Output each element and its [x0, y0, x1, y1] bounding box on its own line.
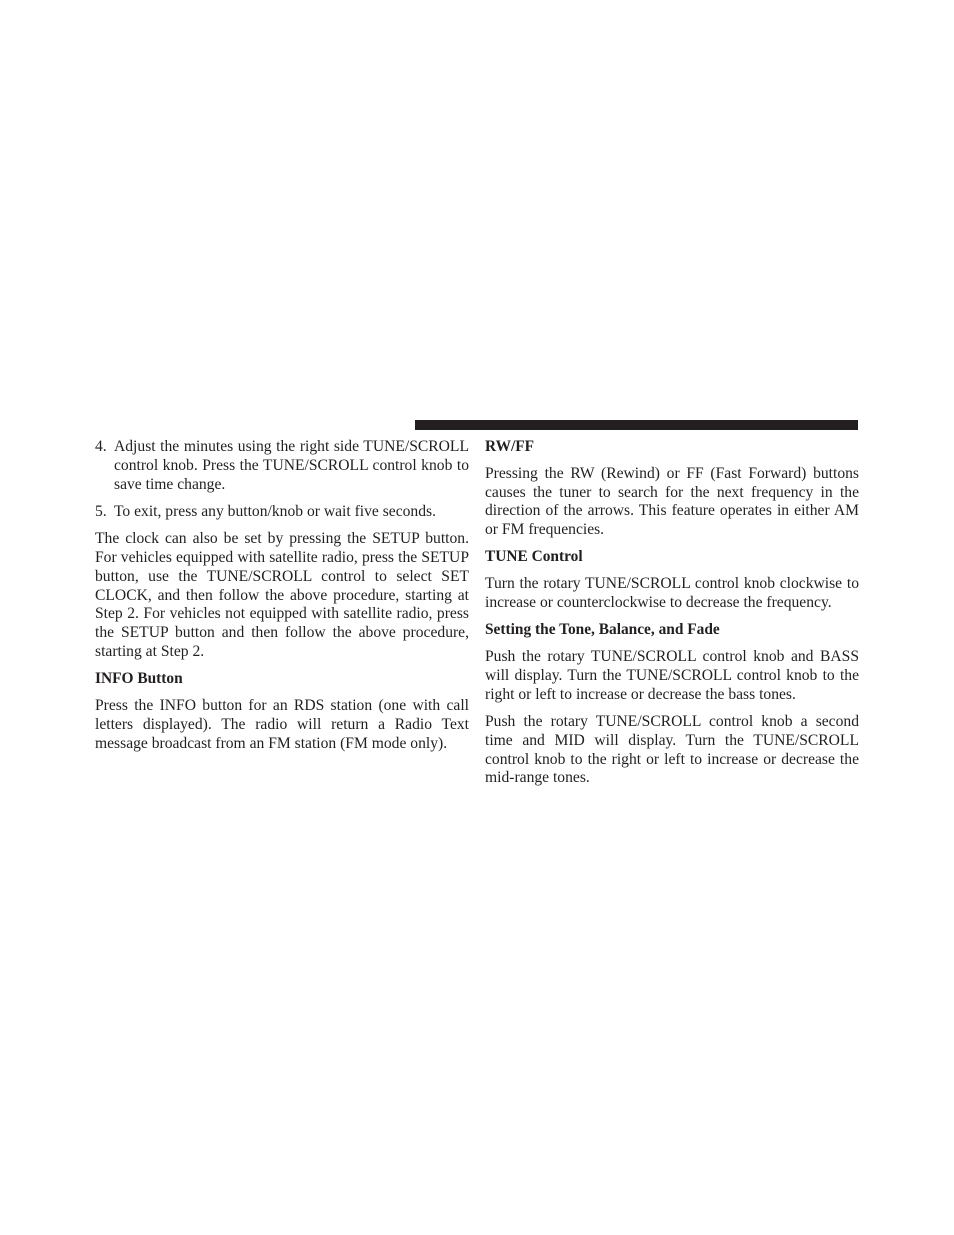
left-column [95, 438, 469, 762]
tone-bass-paragraph: Push the rotary TUNE/SCROLL control knob and BASS will display. Turn the TUNE/SCROLL control knob to the right or left to increase or decrease the bass tones. [485, 648, 859, 703]
tune-control-paragraph: Turn the rotary TUNE/SCROLL control knob clockwise to increase or counterclockwise to decrease the frequency. [485, 575, 859, 612]
clock-setup-paragraph: The clock can also be set by pressing the SETUP button. For vehicles equipped with satellite radio, press the SETUP button, use the TUNE/SCROLL control to select SET CLOCK, and then follow the above procedure, starting at Step 2. For vehicles not equipped with satellite radio, press the SETUP button and then follow the above procedure, starting at Step 2. [95, 530, 469, 660]
tune-control-heading: TUNE Control [485, 548, 583, 566]
info-button-paragraph: Press the INFO button for an RDS station (one with call letters displayed). The radio will return a Radio Text message broadcast from an FM station (FM mode only). [95, 697, 469, 752]
step-4 [95, 438, 469, 494]
info-button-heading: INFO Button [95, 670, 183, 688]
step-5-number: 5. [95, 502, 107, 520]
right-column [485, 438, 859, 797]
tone-balance-fade-heading: Setting the Tone, Balance, and Fade [485, 621, 720, 639]
step-5 [95, 503, 469, 522]
step-4-number: 4. [95, 438, 107, 455]
tone-mid-paragraph: Push the rotary TUNE/SCROLL control knob a second time and MID will display. Turn the TUNE/SCROLL control knob to the right or left to increase or decrease the mid-range tones. [485, 713, 859, 787]
step-5-text: To exit, press any button/knob or wait five seconds. [114, 502, 436, 520]
header-rule [415, 420, 858, 430]
rwff-paragraph: Pressing the RW (Rewind) or FF (Fast Forward) buttons causes the tuner to search for the next frequency in the direction of the arrows. This feature operates in either AM or FM frequencies. [485, 464, 859, 539]
rwff-heading: RW/FF [485, 438, 535, 455]
step-4-text: Adjust the minutes using the right side TUNE/SCROLL control knob. Press the TUNE/SCROLL control knob to save time change. [114, 438, 469, 493]
